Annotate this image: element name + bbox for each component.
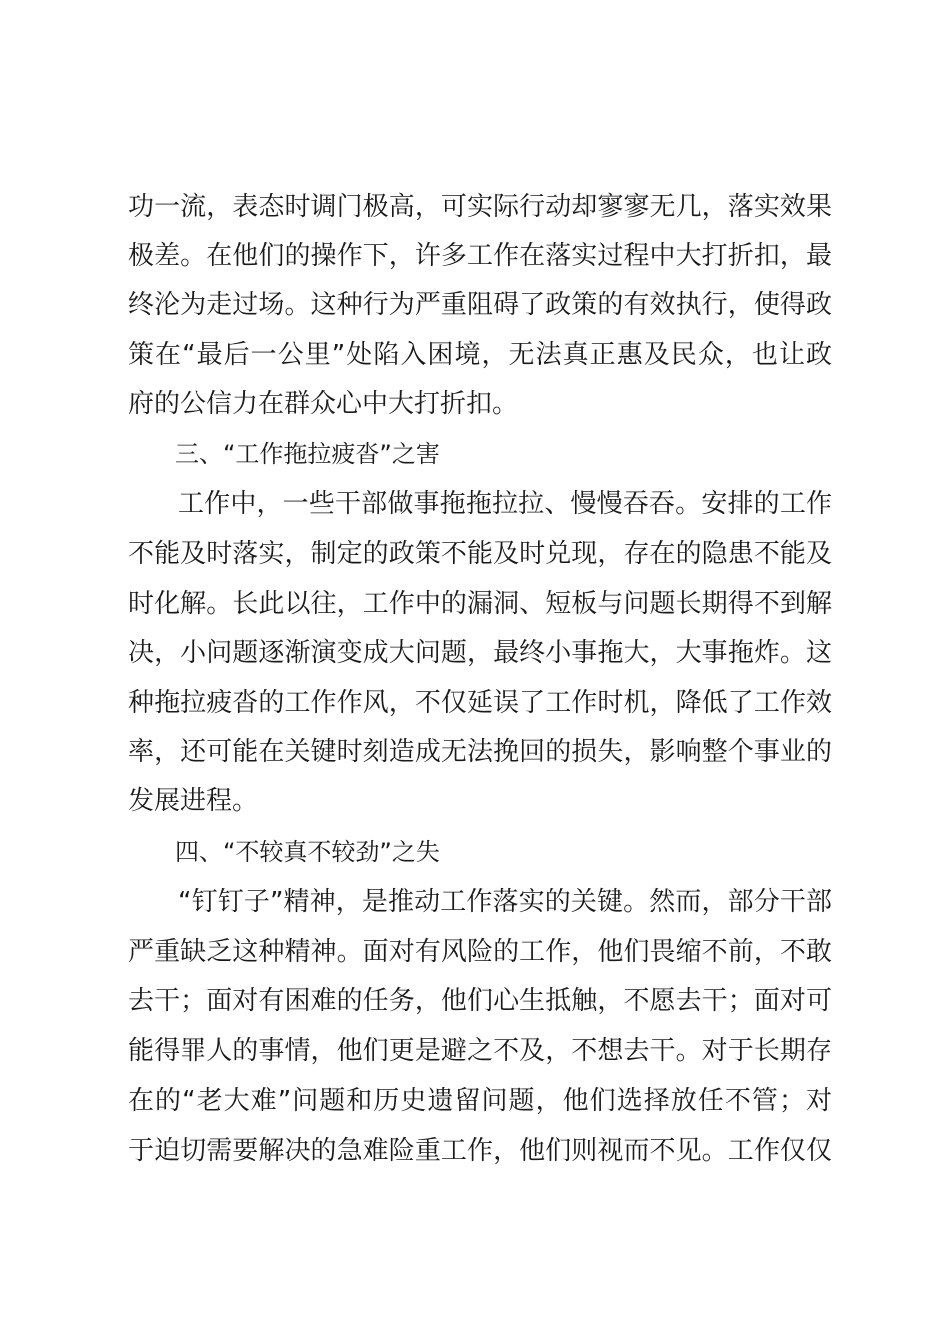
paragraph-3-line-1: “钉钉子”精神，是推动工作落实的关键。然而，部分干部	[178, 887, 832, 917]
paragraph-2-line-2: 不能及时落实，制定的政策不能及时兑现，存在的隐患不能及	[128, 539, 832, 569]
paragraph-1-line-4: 策在“最后一公里”处陷入困境，无法真正惠及民众，也让政	[128, 340, 832, 370]
paragraph-1-line-2: 极差。在他们的操作下，许多工作在落实过程中大打折扣，最	[128, 241, 832, 271]
paragraph-3-line-6: 于迫切需要解决的急难险重工作，他们则视而不见。工作仅仅	[128, 1136, 832, 1166]
paragraph-1-line-5: 府的公信力在群众心中大打折扣。	[128, 389, 519, 419]
section-heading-3: 三、“工作拖拉疲沓”之害	[175, 440, 440, 468]
paragraph-1-line-1: 功一流，表态时调门极高，可实际行动却寥寥无几，落实效果	[128, 192, 832, 222]
paragraph-3-line-5: 在的“老大难”问题和历史遗留问题，他们选择放任不管；对	[128, 1086, 832, 1116]
paragraph-2-line-5: 种拖拉疲沓的工作作风，不仅延误了工作时机，降低了工作效	[128, 688, 832, 718]
paragraph-2-line-6: 率，还可能在关键时刻造成无法挽回的损失，影响整个事业的	[128, 737, 832, 767]
paragraph-2-line-3: 时化解。长此以往，工作中的漏洞、短板与问题长期得不到解	[128, 589, 832, 619]
paragraph-3-line-4: 能得罪人的事情，他们更是避之不及，不想去干。对于长期存	[128, 1036, 832, 1066]
paragraph-2-line-4: 决，小问题逐渐演变成大问题，最终小事拖大，大事拖炸。这	[128, 638, 832, 668]
paragraph-2-line-7: 发展进程。	[128, 786, 259, 816]
paragraph-1-line-3: 终沦为走过场。这种行为严重阻碍了政策的有效执行，使得政	[128, 290, 832, 320]
section-heading-4: 四、“不较真不较劲”之失	[175, 838, 440, 866]
paragraph-2-line-1: 工作中，一些干部做事拖拖拉拉、慢慢吞吞。安排的工作	[178, 489, 832, 519]
paragraph-3-line-2: 严重缺乏这种精神。面对有风险的工作，他们畏缩不前，不敢	[128, 937, 832, 967]
paragraph-3-line-3: 去干；面对有困难的任务，他们心生抵触，不愿去干；面对可	[128, 986, 832, 1016]
